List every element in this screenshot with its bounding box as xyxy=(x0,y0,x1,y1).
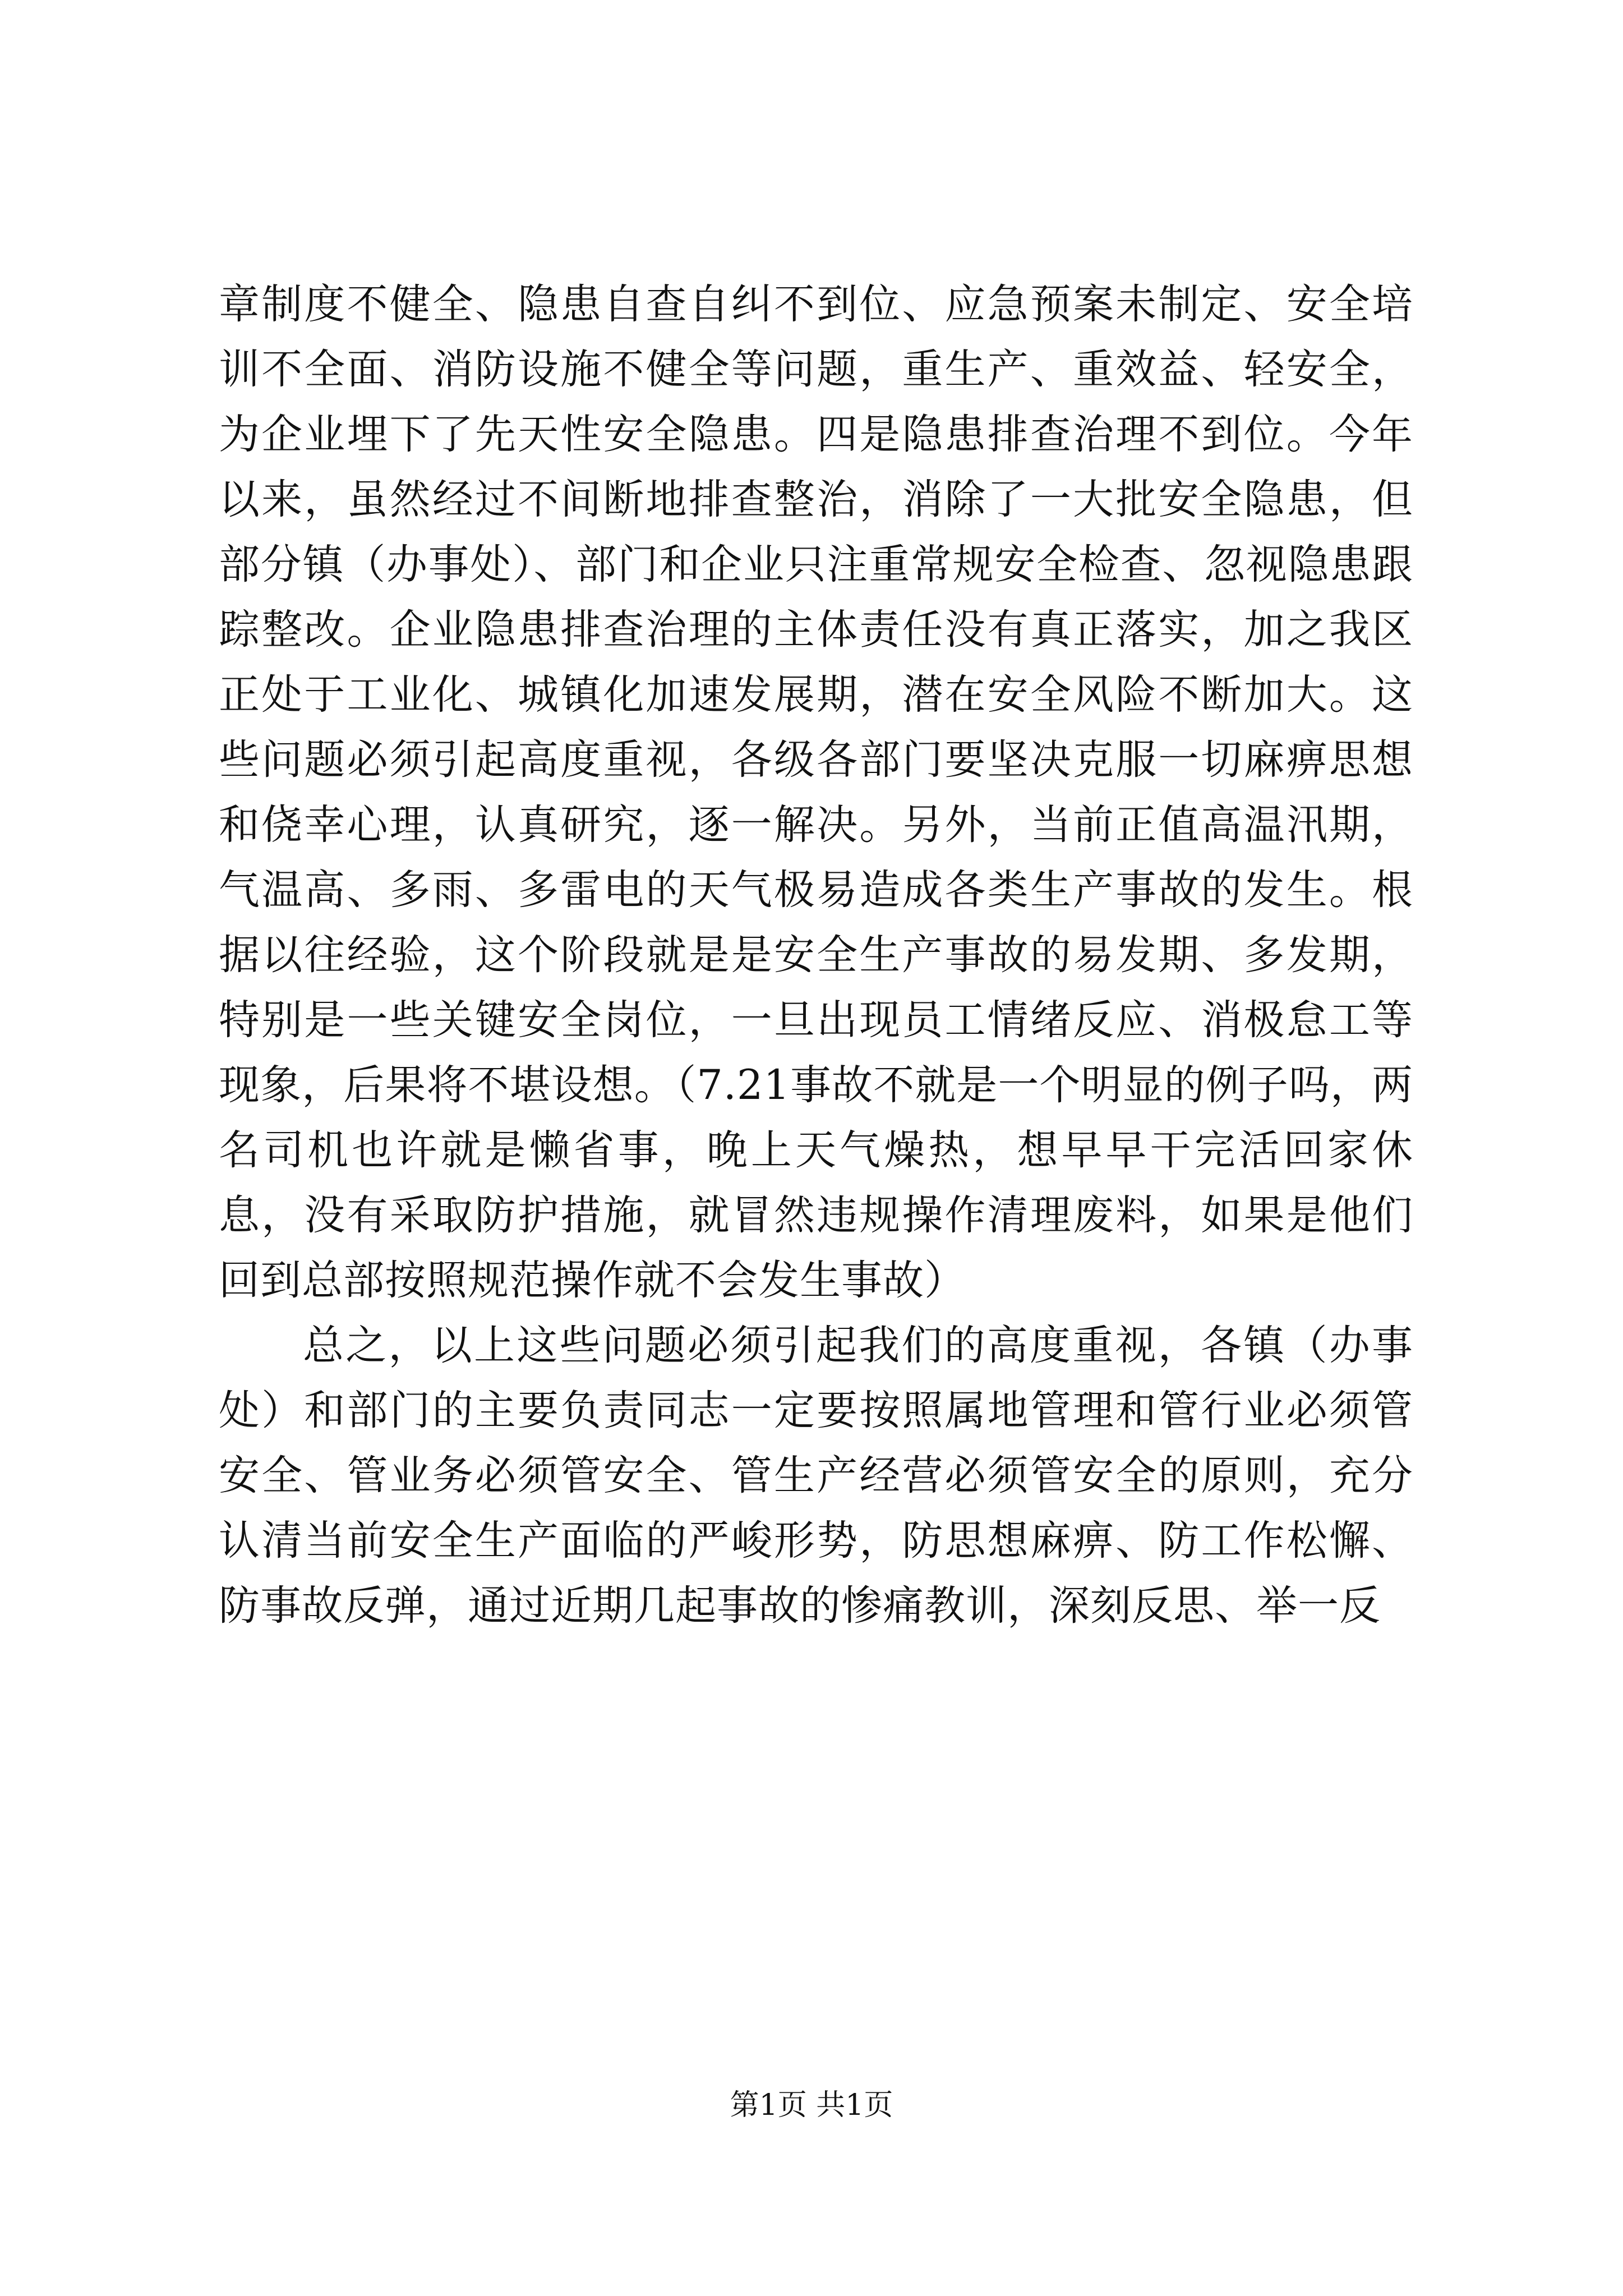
document-body xyxy=(219,272,1413,1639)
page-number-footer: 第1页 共1页 xyxy=(730,2088,893,2122)
paragraph-summary: 总之，以上这些问题必须引起我们的高度重视，各镇（办事处）和部门的主要负责同志一定要按照属地管理和管行业必须管安全、管业务必须管安全、管生产经营必须管安全的原则，充分认清当前安全生产面临的严峻形势，防思想麻痹、防工作松懈、防事故反弹，通过近期几起事故的惨痛教训，深刻反思、举一反 xyxy=(219,1322,1413,1630)
paragraph-continuation: 章制度不健全、隐患自查自纠不到位、应急预案未制定、安全培训不全面、消防设施不健全等问题，重生产、重效益、轻安全，为企业埋下了先天性安全隐患。四是隐患排查治理不到位。今年以来，虽然经过不间断地排查整治，消除了一大批安全隐患，但部分镇（办事处）、部门和企业只注重常规安全检查、忽视隐患跟踪整改。企业隐患排查治理的主体责任没有真正落实，加之我区正处于工业化、城镇化加速发展期，潜在安全风险不断加大。这些问题必须引起高度重视，各级各部门要坚决克服一切麻痹思想和侥幸心理，认真研究，逐一解决。另外，当前正值高温汛期，气温高、多雨、多雷电的天气极易造成各类生产事故的发生。根据以往经验，这个阶段就是是安全生产事故的易发期、多发期，特别是一些关键安全岗位，一旦出现员工情绪反应、消极怠工等现象，后果将不堪设想。（7.21事故不就是一个明显的例子吗，两名司机也许就是懒省事，晚上天气燥热，想早早干完活回家休息，没有采取防护措施，就冒然违规操作清理废料，如果是他们回到总部按照规范操作就不会发生事故） xyxy=(219,280,1413,1304)
